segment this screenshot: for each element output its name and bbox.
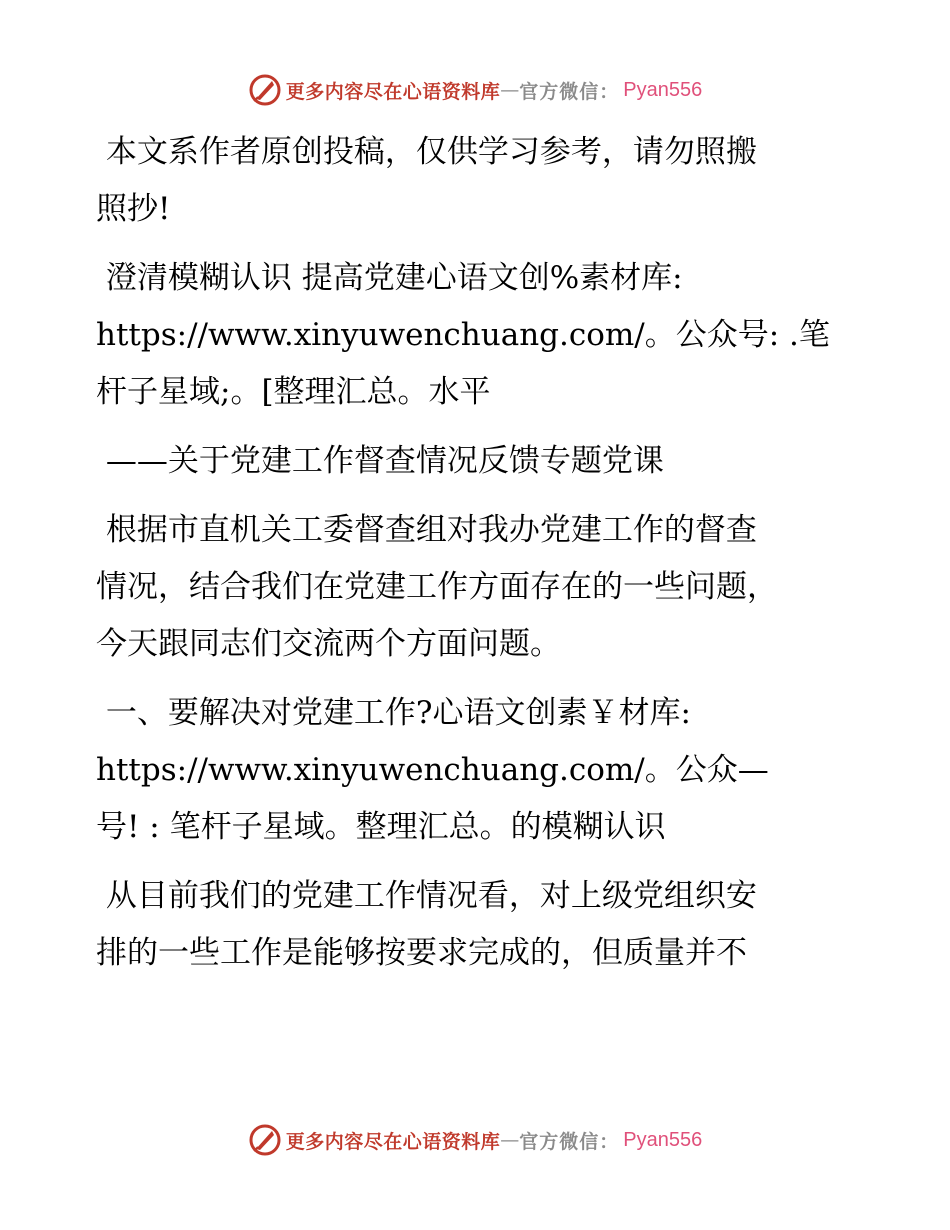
banner-wechat-id: Pyan556 [623,1128,703,1151]
banner-wechat-id: Pyan556 [623,78,703,101]
quill-logo-icon [248,1123,282,1157]
paragraph-disclaimer: 本文系作者原创投稿，仅供学习参考，请勿照搬 照抄! [96,134,757,227]
header-banner [0,70,950,110]
paragraph-intro: 根据市直机关工委督查组对我办党建工作的督查 情况，结合我们在党建工作方面存在的一些问题， 今天跟同志们交流两个方面问题。 [96,512,778,662]
banner-separator: — [500,1129,520,1151]
document-body [96,124,866,994]
quill-logo-icon [248,73,282,107]
footer-banner [0,1120,950,1160]
paragraph-heading-1: 一、要解决对党建工作?心语文创素￥材库: https://www.xinyuwenchuang.com/。公众— 号! : 笔杆子星域。整理汇总。的模糊认识 [96,695,769,845]
paragraph-body: 从目前我们的党建工作情况看，对上级党组织安 排的一些工作是能够按要求完成的，但质量并不 [96,878,757,971]
paragraph-title: 澄清模糊认识 提高党建心语文创%素材库: https://www.xinyuwenchuang.com/。公众号: .笔 杆子星域;。[整理汇总。水平 [96,260,830,410]
banner-wechat-label: 官方微信： [519,1130,620,1153]
banner-wechat-label: 官方微信： [519,80,620,103]
banner-text: 更多内容尽在心语资料库 [285,1130,501,1153]
banner-separator: — [500,79,520,101]
banner-text: 更多内容尽在心语资料库 [285,80,501,103]
paragraph-subtitle: ——关于党建工作督查情况反馈专题党课 [96,443,664,479]
